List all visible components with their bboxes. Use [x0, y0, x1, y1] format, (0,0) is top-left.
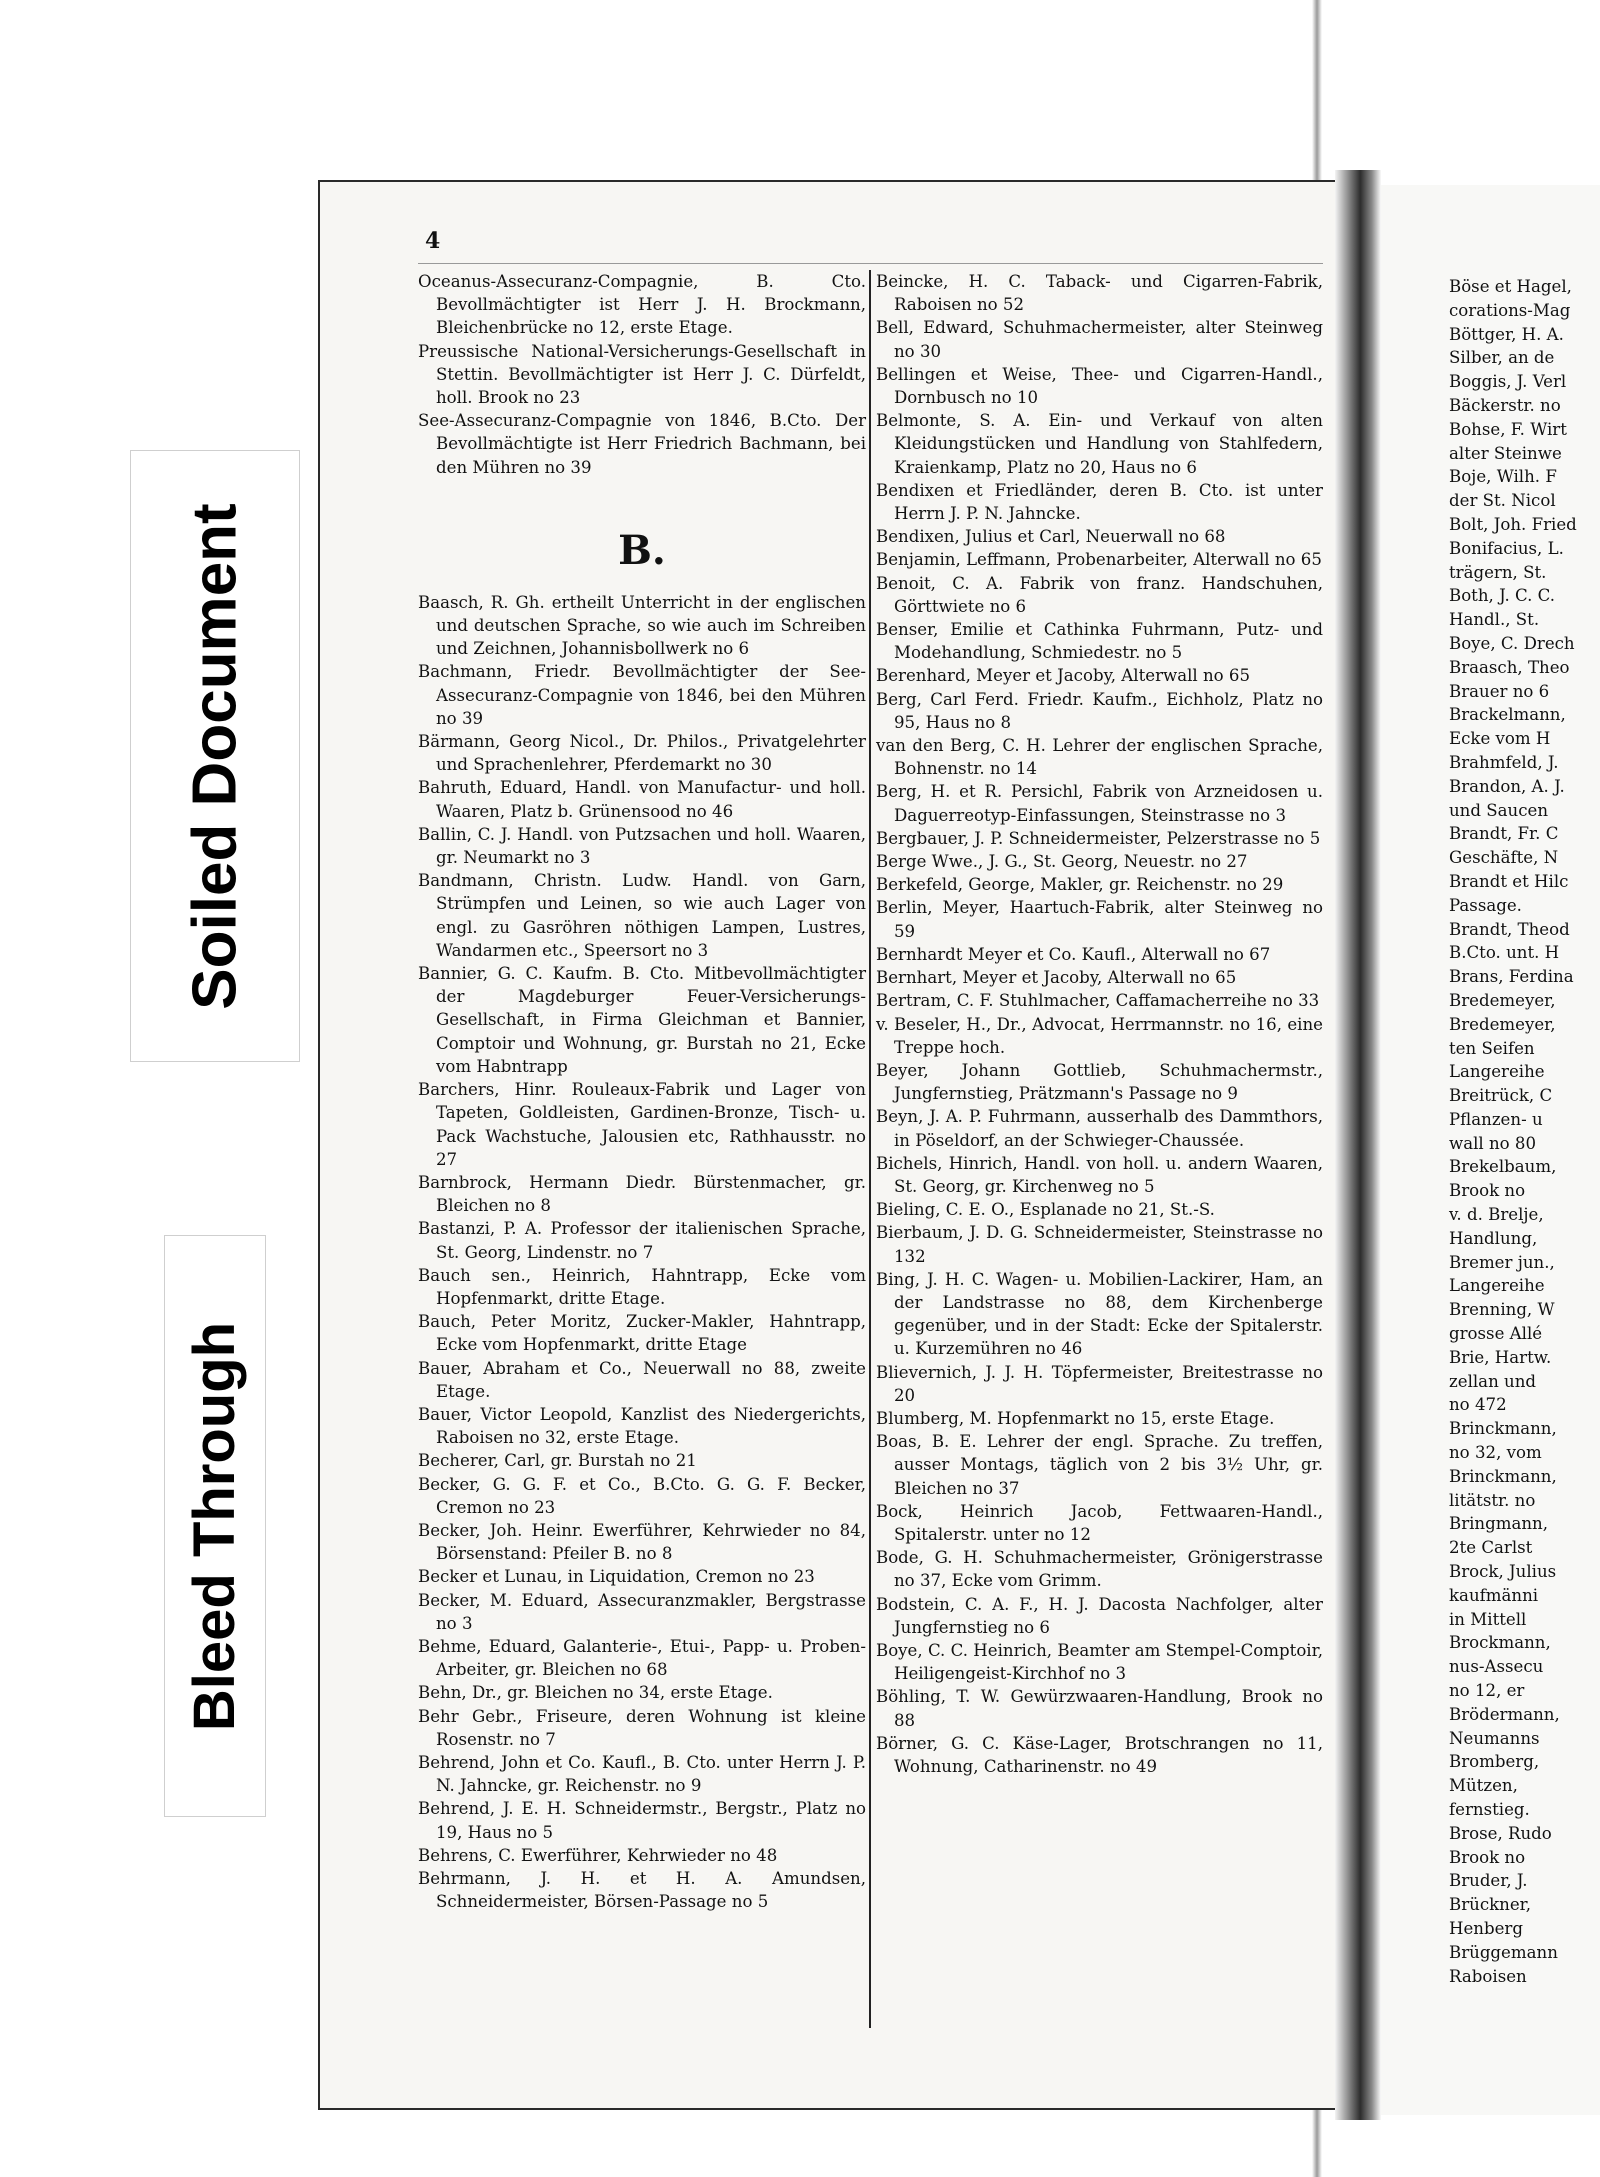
directory-entry: Becker, Joh. Heinr. Ewerführer, Kehrwieder no 84, Börsenstand: Pfeiler B. no 8: [418, 1520, 866, 1564]
directory-entry: Behrens, C. Ewerführer, Kehrwieder no 48: [418, 1845, 778, 1865]
adjacent-page-line: Langereihe: [1449, 1062, 1545, 1082]
directory-entry: Berkefeld, George, Makler, gr. Reichenstr. no 29: [876, 875, 1284, 895]
adjacent-page-line: Brockmann,: [1449, 1633, 1551, 1653]
adjacent-page-line: Neumanns: [1449, 1728, 1540, 1748]
directory-entry: Bierbaum, J. D. G. Schneidermeister, Steinstrasse no 132: [876, 1223, 1323, 1266]
directory-entry: Bock, Heinrich Jacob, Fettwaaren-Handl., Spitalerstr. unter no 12: [876, 1501, 1323, 1544]
adjacent-page-line: Brook no: [1449, 1847, 1526, 1867]
adjacent-page-line: Brandt, Theod: [1449, 919, 1570, 939]
directory-entry: Bergbauer, J. P. Schneidermeister, Pelzerstrasse no 5: [876, 828, 1321, 848]
adjacent-page-line: Bremer jun.,: [1449, 1252, 1555, 1272]
directory-entry: Bachmann, Friedr. Bevollmächtigter der See-Assecuranz-Compagnie von 1846, bei den Mühren no 39: [418, 662, 866, 728]
directory-entry: Bandmann, Christn. Ludw. Handl. von Garn, Strümpfen und Leinen, so wie auch Lager von engl. zu Gasröhren nöthigen Lampen, Lustres, Wandarmen etc., Speersort no 3: [418, 871, 866, 960]
directory-entry: Bichels, Hinrich, Handl. von holl. u. andern Waaren, St. Georg, gr. Kirchenweg no 5: [876, 1153, 1323, 1196]
directory-entry: Blievernich, J. J. H. Töpfermeister, Breitestrasse no 20: [876, 1362, 1323, 1405]
directory-entry: Benoit, C. A. Fabrik von franz. Handschuhen, Görttwiete no 6: [876, 573, 1323, 616]
adjacent-page-line: kaufmänni: [1449, 1585, 1539, 1605]
directory-entry: Bahruth, Eduard, Handl. von Manufactur- und holl. Waaren, Platz b. Grünensood no 46: [418, 778, 866, 821]
directory-entry: Benjamin, Leffmann, Probenarbeiter, Alterwall no 65: [876, 550, 1322, 570]
adjacent-page-line: Brandon, A. J.: [1449, 776, 1565, 796]
adjacent-page-column: [1449, 275, 1600, 1988]
directory-entry: Behn, Dr., gr. Bleichen no 34, erste Etage.: [418, 1683, 773, 1703]
soiled-document-label-text: Soiled Document: [180, 502, 250, 1010]
adjacent-page-line: Brandt et Hilc: [1449, 871, 1569, 891]
header-rule: [418, 263, 1323, 264]
adjacent-page-line: Henberg: [1449, 1918, 1523, 1938]
directory-entry: Bing, J. H. C. Wagen- u. Mobilien-Lackirer, Ham, an der Landstrasse no 88, dem Kirchenberge gegenüber, und in der Stadt: Ecke der Spitalerstr. u. Kurzemühren no 46: [876, 1269, 1323, 1359]
directory-entry: Becherer, Carl, gr. Burstah no 21: [418, 1451, 697, 1471]
adjacent-page-line: Boye, C. Drech: [1449, 633, 1575, 653]
adjacent-page-line: Raboisen: [1449, 1966, 1527, 1986]
adjacent-page-line: fernstieg.: [1449, 1800, 1530, 1819]
adjacent-page-line: corations-Mag: [1449, 300, 1571, 320]
directory-entry: Becker et Lunau, in Liquidation, Cremon no 23: [418, 1567, 815, 1587]
adjacent-page-line: Bäckerstr. no: [1449, 395, 1561, 415]
directory-entry: Oceanus-Assecuranz-Compagnie, B. Cto. Bevollmächtigter ist Herr J. H. Brockmann, Bleichenbrücke no 12, erste Etage.: [418, 272, 866, 338]
directory-entry: Becker, M. Eduard, Assecuranzmakler, Bergstrasse no 3: [418, 1590, 866, 1633]
adjacent-page-line: Bohse, F. Wirt: [1449, 419, 1567, 439]
adjacent-page-line: wall no 80: [1449, 1133, 1537, 1153]
directory-entry: Bernhart, Meyer et Jacoby, Alterwall no 65: [876, 968, 1237, 988]
directory-entry: Preussische National-Versicherungs-Gesellschaft in Stettin. Bevollmächtigter ist Herr J. C. Dürfeldt, holl. Brook no 23: [418, 341, 866, 408]
adjacent-page-line: Boje, Wilh. F: [1449, 467, 1557, 487]
adjacent-page-line: Brüggemann: [1449, 1942, 1558, 1962]
directory-entry: Bodstein, C. A. F., H. J. Dacosta Nachfolger, alter Jungfernstieg no 6: [876, 1594, 1323, 1637]
adjacent-page-line: Passage.: [1449, 895, 1522, 915]
directory-entry: Bärmann, Georg Nicol., Dr. Philos., Privatgelehrter und Sprachenlehrer, Pferdemarkt no 30: [418, 732, 866, 775]
directory-entry: Behrend, J. E. H. Schneidermstr., Bergstr., Platz no 19, Haus no 5: [418, 1799, 866, 1842]
directory-entry: Berlin, Meyer, Haartuch-Fabrik, alter Steinweg no 59: [876, 898, 1323, 941]
directory-entry: Blumberg, M. Hopfenmarkt no 15, erste Etage.: [876, 1408, 1275, 1428]
adjacent-page-line: Handlung,: [1449, 1228, 1538, 1248]
directory-entry: Bauer, Abraham et Co., Neuerwall no 88, zweite Etage.: [418, 1358, 866, 1401]
adjacent-page-line: v. d. Brelje,: [1449, 1205, 1544, 1225]
directory-entry: Barnbrock, Hermann Diedr. Bürstenmacher, gr. Bleichen no 8: [418, 1172, 866, 1216]
adjacent-page-line: 2te Carlst: [1449, 1538, 1533, 1558]
adjacent-page-line: in Mittell: [1449, 1609, 1527, 1629]
adjacent-page-line: Bredemeyer,: [1449, 990, 1556, 1010]
page-number: 4: [425, 228, 441, 254]
directory-entry: Behrmann, J. H. et H. A. Amundsen, Schneidermeister, Börsen-Passage no 5: [418, 1869, 866, 1912]
directory-entry: Boye, C. C. Heinrich, Beamter am Stempel-Comptoir, Heiligengeist-Kirchhof no 3: [876, 1640, 1323, 1684]
directory-entry: Barchers, Hinr. Rouleaux-Fabrik und Lager von Tapeten, Goldleisten, Gardinen-Bronze, Tisch- u. Pack Wachstuche, Jalousien etc, Rathhausstr. no 27: [418, 1080, 866, 1169]
directory-entry: Börner, G. C. Käse-Lager, Brotschrangen no 11, Wohnung, Catharinenstr. no 49: [876, 1733, 1323, 1776]
adjacent-page-line: Brahmfeld, J.: [1449, 752, 1559, 772]
adjacent-page-line: Bonifacius, L.: [1449, 538, 1564, 558]
directory-entry: Becker, G. G. F. et Co., B.Cto. G. G. F. Becker, Cremon no 23: [418, 1474, 866, 1517]
adjacent-page-line: B.Cto. unt. H: [1449, 943, 1560, 963]
directory-entry: Behr Gebr., Friseure, deren Wohnung ist kleine Rosenstr. no 7: [418, 1706, 866, 1749]
adjacent-page-line: Handl., St.: [1449, 610, 1540, 630]
directory-entry: Berg, H. et R. Persichl, Fabrik von Arzneidosen u. Daguerreotyp-Einfassungen, Steinstrasse no 3: [876, 782, 1323, 825]
right-column: [876, 270, 1323, 1778]
adjacent-page-line: Bromberg,: [1449, 1752, 1540, 1772]
directory-entry: Bendixen et Friedländer, deren B. Cto. ist unter Herrn J. P. N. Jahncke.: [876, 480, 1323, 524]
directory-entry: van den Berg, C. H. Lehrer der englischen Sprache, Bohnenstr. no 14: [876, 736, 1323, 779]
adjacent-page-line: ten Seifen: [1449, 1038, 1535, 1058]
adjacent-page-line: Brenning, W: [1449, 1300, 1555, 1320]
directory-entry: Belmonte, S. A. Ein- und Verkauf von alten Kleidungstücken und Handlung von Stahlfedern, Kraienkamp, Platz no 20, Haus no 6: [876, 411, 1323, 477]
adjacent-page-line: Geschäfte, N: [1449, 848, 1559, 868]
directory-entry: Bellingen et Weise, Thee- und Cigarren-Handl., Dornbusch no 10: [876, 364, 1323, 408]
directory-entry: Bauer, Victor Leopold, Kanzlist des Niedergerichts, Raboisen no 32, erste Etage.: [418, 1404, 866, 1448]
directory-entry: Bieling, C. E. O., Esplanade no 21, St.-S.: [876, 1200, 1215, 1220]
adjacent-page-lines: [1449, 275, 1600, 1988]
column-divider: [869, 270, 871, 2028]
left-column: [418, 270, 866, 1913]
directory-entry: Ballin, C. J. Handl. von Putzsachen und holl. Waaren, gr. Neumarkt no 3: [418, 824, 866, 868]
directory-entry: Berenhard, Meyer et Jacoby, Alterwall no 65: [876, 666, 1251, 686]
adjacent-page-line: Brackelmann,: [1449, 705, 1566, 725]
adjacent-page-line: Bruder, J.: [1449, 1871, 1528, 1891]
adjacent-page-line: litätstr. no: [1449, 1490, 1536, 1510]
adjacent-page-line: zellan und: [1449, 1371, 1537, 1391]
adjacent-page-line: Brödermann,: [1449, 1704, 1560, 1724]
directory-entry: Bauch, Peter Moritz, Zucker-Makler, Hahntrapp, Ecke vom Hopfenmarkt, dritte Etage: [418, 1312, 866, 1355]
directory-entry: Baasch, R. Gh. ertheilt Unterricht in der englischen und deutschen Sprache, so wie auch im Schreiben und Zeichnen, Johannisbollwerk no 6: [418, 592, 866, 659]
directory-entry: Bauch sen., Heinrich, Hahntrapp, Ecke vom Hopfenmarkt, dritte Etage.: [418, 1265, 866, 1308]
adjacent-page-line: alter Steinwe: [1449, 443, 1562, 463]
directory-entry: Berge Wwe., J. G., St. Georg, Neuestr. no 27: [876, 852, 1248, 872]
adjacent-page-line: Brans, Ferdina: [1449, 967, 1574, 987]
adjacent-page-line: und Saucen: [1449, 800, 1549, 820]
adjacent-page-line: Breitrück, C: [1449, 1086, 1553, 1106]
directory-entry: Beyer, Johann Gottlieb, Schuhmachermstr., Jungfernstieg, Prätzmann's Passage no 9: [876, 1060, 1323, 1104]
directory-entry: Berg, Carl Ferd. Friedr. Kaufm., Eichholz, Platz no 95, Haus no 8: [876, 689, 1323, 732]
directory-entry: Bannier, G. C. Kaufm. B. Cto. Mitbevollmächtigter der Magdeburger Feuer-Versicherungs-Gesellschaft, in Firma Gleichman et Bannier, Comptoir und Wohnung, gr. Burstah no 21, Ecke vom Habntrapp: [418, 964, 866, 1076]
adjacent-page-line: no 12, er: [1449, 1681, 1525, 1701]
right-entry-list: [876, 270, 1323, 1778]
adjacent-page-line: Langereihe: [1449, 1276, 1545, 1296]
adjacent-page-line: Brie, Hartw.: [1449, 1347, 1552, 1367]
book-binding-gutter: [1335, 170, 1381, 2120]
adjacent-page-line: Brandt, Fr. C: [1449, 824, 1559, 844]
adjacent-page-line: Braasch, Theo: [1449, 657, 1570, 677]
adjacent-page-line: Silber, an de: [1449, 348, 1555, 368]
directory-entry: See-Assecuranz-Compagnie von 1846, B.Cto. Der Bevollmächtigte ist Herr Friedrich Bachmann, bei den Mühren no 39: [418, 411, 866, 477]
bleed-through-label-text: Bleed Through: [182, 1321, 248, 1731]
adjacent-page-line: no 472: [1449, 1395, 1507, 1415]
adjacent-page-line: Both, J. C. C.: [1449, 586, 1556, 606]
adjacent-page-line: grosse Allé: [1449, 1324, 1543, 1344]
bleed-through-label: [164, 1235, 266, 1817]
directory-entry: Behme, Eduard, Galanterie-, Etui-, Papp- u. Proben-Arbeiter, gr. Bleichen no 68: [418, 1636, 866, 1680]
letter-heading: B.: [618, 526, 666, 574]
directory-entry: Bendixen, Julius et Carl, Neuerwall no 68: [876, 527, 1226, 547]
adjacent-page-line: Böse et Hagel,: [1449, 277, 1572, 296]
directory-entry: Bernhardt Meyer et Co. Kaufl., Alterwall no 67: [876, 944, 1271, 964]
adjacent-page-line: Brauer no 6: [1449, 681, 1550, 701]
adjacent-page-line: Brinckmann,: [1449, 1466, 1557, 1486]
adjacent-page-line: Brinckmann,: [1449, 1419, 1557, 1439]
adjacent-page-line: Ecke vom H: [1449, 729, 1551, 749]
adjacent-page-line: Mützen,: [1449, 1776, 1518, 1796]
adjacent-page-line: Brückner,: [1449, 1895, 1532, 1915]
adjacent-page-line: no 32, vom: [1449, 1443, 1542, 1463]
directory-entry: Bastanzi, P. A. Professor der italienischen Sprache, St. Georg, Lindenstr. no 7: [418, 1219, 866, 1262]
left-intro-entries: [418, 270, 866, 479]
adjacent-page-line: Brose, Rudo: [1449, 1823, 1552, 1843]
adjacent-page-line: Bolt, Joh. Fried: [1449, 514, 1577, 534]
adjacent-page-line: nus-Assecu: [1449, 1657, 1544, 1677]
soiled-document-label: [130, 450, 300, 1062]
directory-entry: Bertram, C. F. Stuhlmacher, Caffamacherreihe no 33: [876, 991, 1320, 1011]
directory-entry: v. Beseler, H., Dr., Advocat, Herrmannstr. no 16, eine Treppe hoch.: [876, 1014, 1323, 1057]
directory-entry: Behrend, John et Co. Kaufl., B. Cto. unter Herrn J. P. N. Jahncke, gr. Reichenstr. no 9: [418, 1752, 866, 1796]
adjacent-page-line: Boggis, J. Verl: [1449, 372, 1567, 392]
directory-entry: Benser, Emilie et Cathinka Fuhrmann, Putz- und Modehandlung, Schmiedestr. no 5: [876, 620, 1323, 663]
directory-entry: Bode, G. H. Schuhmachermeister, Grönigerstrasse no 37, Ecke vom Grimm.: [876, 1548, 1323, 1591]
directory-entry: Beyn, J. A. P. Fuhrmann, ausserhalb des Dammthors, in Pöseldorf, an der Schwieger-Chaussée.: [876, 1107, 1323, 1150]
directory-entry: Bell, Edward, Schuhmachermeister, alter Steinweg no 30: [876, 318, 1323, 361]
adjacent-page-line: trägern, St.: [1449, 562, 1547, 582]
adjacent-page-line: Bringmann,: [1449, 1514, 1549, 1534]
adjacent-page-line: der St. Nicol: [1449, 491, 1556, 511]
directory-entry: Boas, B. E. Lehrer der engl. Sprache. Zu treffen, ausser Montags, täglich von 2 bis 3½ Uhr, gr. Bleichen no 37: [876, 1432, 1323, 1498]
adjacent-page-line: Bredemeyer,: [1449, 1014, 1556, 1034]
adjacent-page-line: Brook no: [1449, 1181, 1526, 1201]
adjacent-page-line: Böttger, H. A.: [1449, 324, 1564, 344]
directory-entry: Beincke, H. C. Taback- und Cigarren-Fabrik, Raboisen no 52: [876, 272, 1323, 315]
adjacent-page-line: Pflanzen- u: [1449, 1109, 1543, 1129]
directory-entry: Böhling, T. W. Gewürzwaaren-Handlung, Brook no 88: [876, 1687, 1323, 1730]
left-entry-list: [418, 591, 866, 1914]
adjacent-page-line: Brock, Julius: [1449, 1562, 1557, 1582]
adjacent-page-line: Brekelbaum,: [1449, 1157, 1557, 1177]
